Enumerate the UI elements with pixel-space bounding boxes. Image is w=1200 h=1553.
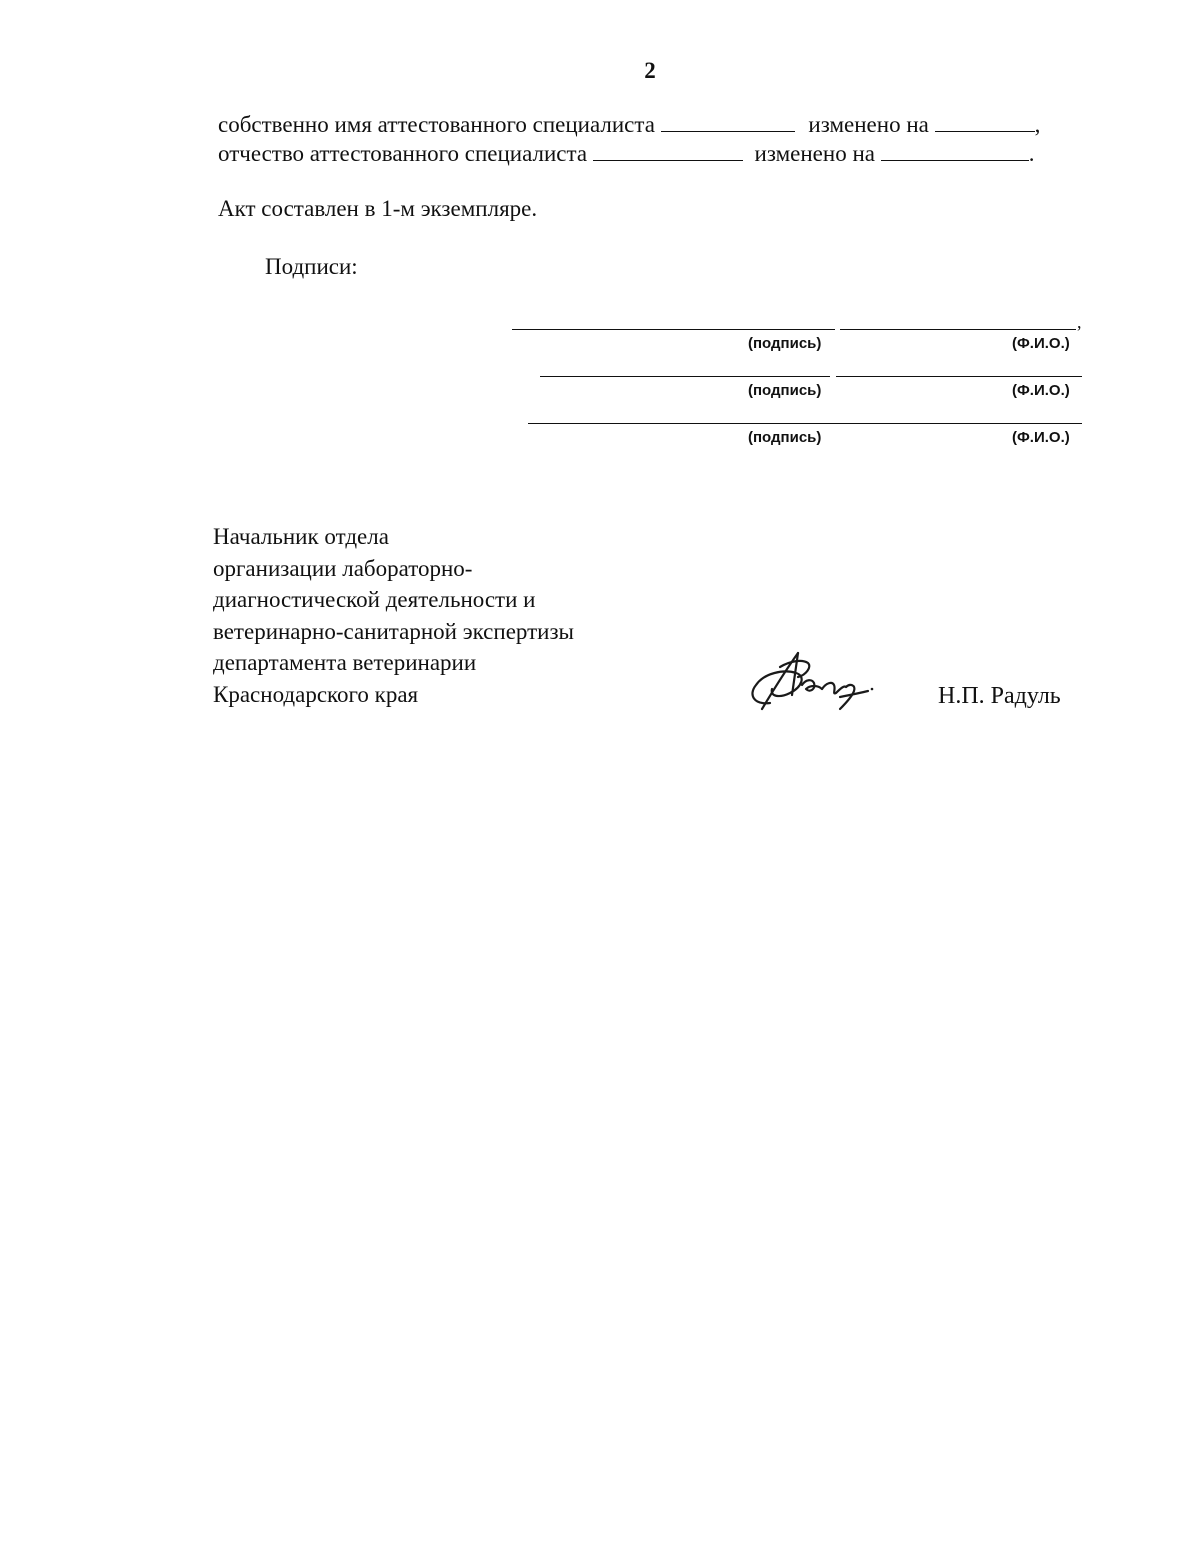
signature-caption: (подпись) — [748, 335, 822, 352]
chief-position-line: ветеринарно-санитарной экспертизы — [213, 618, 575, 644]
changed-to-label: изменено на — [754, 141, 875, 166]
line-end-punct: . — [1028, 141, 1035, 166]
signatures-heading: Подписи: — [265, 254, 358, 279]
chief-position-line: диагностической деятельности и — [213, 587, 536, 613]
name-caption: (Ф.И.О.) — [1012, 382, 1070, 399]
chief-position-line: департамента ветеринарии — [213, 650, 477, 676]
name-caption: (Ф.И.О.) — [1012, 429, 1070, 446]
signature-line — [528, 423, 828, 424]
field-label: собственно имя аттестованного специалиста — [218, 112, 655, 137]
signature-line — [540, 376, 830, 377]
blank-original-value — [593, 142, 743, 161]
field-label: отчество аттестованного специалиста — [218, 141, 588, 166]
blank-new-value — [881, 142, 1029, 161]
field-line-patronymic — [218, 141, 1034, 167]
chief-position-block — [213, 521, 574, 711]
signature-caption: (подпись) — [748, 429, 822, 446]
blank-original-value — [661, 113, 795, 132]
chief-position-line: Начальник отдела — [213, 524, 389, 549]
signature-comma: , — [1077, 312, 1082, 332]
name-line — [826, 423, 1082, 424]
chief-position-line: Краснодарского края — [213, 681, 419, 707]
act-copies-note: Акт составлен в 1-м экземпляре. — [218, 196, 538, 221]
chief-name: Н.П. Радуль — [938, 683, 1061, 709]
changed-to-label: изменено на — [808, 112, 929, 137]
signature-line — [512, 329, 835, 330]
page-number: 2 — [644, 58, 656, 83]
handwritten-signature — [740, 645, 880, 720]
name-caption: (Ф.И.О.) — [1012, 335, 1070, 352]
line-end-punct: , — [1034, 112, 1041, 137]
name-line — [840, 329, 1076, 330]
blank-new-value — [935, 113, 1035, 132]
chief-position-line: организации лабораторно- — [213, 555, 473, 581]
field-line-first-name — [218, 112, 1040, 138]
signature-caption: (подпись) — [748, 382, 822, 399]
name-line — [836, 376, 1082, 377]
